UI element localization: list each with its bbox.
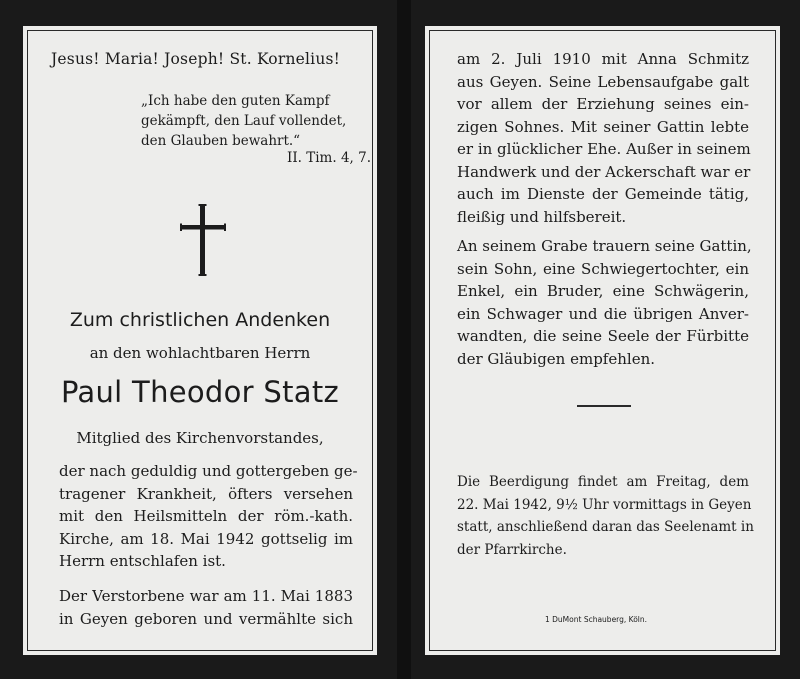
text-line: An seinem Grabe trauern seine Gattin, — [457, 237, 752, 255]
text-line: 22. Mai 1942, 9½ Uhr vormittags in Geyen — [457, 496, 752, 513]
text-line: sein Sohn, eine Schwiegertochter, ein — [457, 259, 749, 278]
text-line: Der Verstorbene war am 11. Mai 1883 — [59, 587, 353, 605]
deceased-name: Paul Theodor Statz — [60, 375, 340, 409]
text-line: in Geyen geboren und vermählte sich — [59, 609, 353, 628]
quote-line: den Glauben bewahrt.“ — [141, 133, 301, 149]
text-line: aus Geyen. Seine Lebensaufgabe galt — [457, 72, 749, 91]
paragraph-birth — [59, 585, 353, 630]
text-line: der Gläubigen empfehlen. — [457, 349, 656, 368]
left-panel — [23, 26, 377, 655]
text-line: wandten, die seine Seele der Fürbitte — [457, 327, 749, 345]
scripture-quote — [141, 91, 371, 151]
heading-remembrance: Zum christlichen Andenken — [69, 309, 331, 331]
heading-dedication: an den wohlachtbaren Herrn — [89, 344, 311, 362]
right-panel — [425, 26, 780, 655]
paragraph-illness — [59, 460, 358, 573]
paragraph-funeral — [457, 471, 754, 561]
text-line: statt, anschließend daran das Seelenamt in — [457, 519, 754, 535]
cross-icon — [180, 204, 226, 276]
text-line: Kirche, am 18. Mai 1942 gottselig im — [59, 529, 353, 548]
text-line: tragener Krankheit, öfters versehen — [59, 484, 353, 503]
text-line: Herrn entschlafen ist. — [59, 552, 226, 570]
paragraph-marriage — [457, 48, 749, 228]
text-line: fleißig und hilfsbereit. — [457, 207, 627, 226]
text-line: der nach geduldig und gottergeben ge- — [59, 462, 358, 480]
deceased-role: Mitglied des Kirchenvorstandes, — [76, 429, 324, 447]
text-line: mit den Heilsmitteln der röm.-kath. — [59, 507, 353, 525]
paragraph-mourners — [457, 235, 752, 370]
text-line: Die Beerdigung findet am Freitag, dem — [457, 474, 749, 490]
text-line: er in glücklicher Ehe. Außer in seinem — [457, 140, 751, 158]
text-line: Enkel, ein Bruder, eine Schwägerin, — [457, 282, 749, 300]
text-line: ein Schwager und die übrigen Anver- — [457, 304, 749, 323]
invocation: Jesus! Maria! Joseph! St. Kornelius! — [51, 50, 341, 68]
text-line: auch im Dienste der Gemeinde tätig, — [457, 185, 749, 203]
quote-line: „Ich habe den guten Kampf — [141, 93, 330, 109]
text-line: Handwerk und der Ackerschaft war er — [457, 162, 751, 181]
text-line: zigen Sohnes. Mit seiner Gattin lebte — [457, 117, 749, 136]
text-line: vor allem der Erziehung seines ein- — [457, 95, 749, 113]
fold-gutter — [397, 0, 411, 679]
text-line: der Pfarrkirche. — [457, 541, 567, 558]
quote-line: gekämpft, den Lauf vollendet, — [141, 113, 347, 129]
printer-imprint: 1 DuMont Schauberg, Köln. — [545, 615, 648, 624]
quote-reference: II. Tim. 4, 7. — [286, 150, 371, 166]
divider-rule — [577, 405, 631, 407]
text-line: am 2. Juli 1910 mit Anna Schmitz — [457, 50, 749, 68]
